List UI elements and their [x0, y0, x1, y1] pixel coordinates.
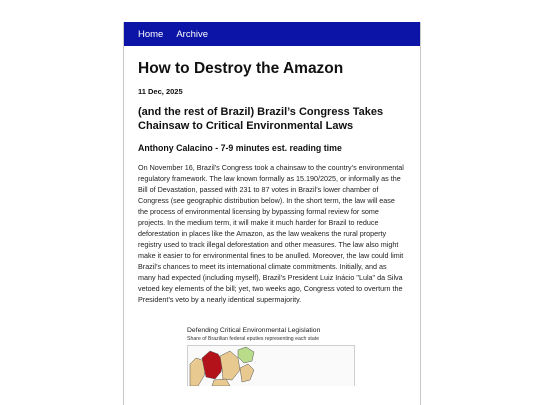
nav-archive-link[interactable]: Archive — [176, 28, 209, 40]
brazil-map-container — [187, 345, 355, 386]
article — [124, 60, 420, 386]
map-state-dark-red — [202, 351, 223, 379]
nav-home-link[interactable]: Home — [138, 28, 164, 40]
article-subtitle: (and the rest of Brazil) Brazil’s Congress Takes Chainsaw to Critical Environmental Laws — [138, 106, 384, 132]
figure-subtitle: Share of Brazilian federal eputies representing each state — [187, 336, 320, 342]
article-date: 11 Dec, 2025 — [138, 87, 183, 96]
article-author: Anthony Calacino - 7-9 minutes est. reading time — [138, 143, 342, 153]
map-state-tan-east — [240, 364, 254, 382]
top-navbar — [124, 22, 420, 46]
brazil-state-map — [188, 346, 354, 386]
map-state-tan-north — [220, 351, 240, 380]
article-body: On November 16, Brazil’s Congress took a chainsaw to the country’s environmental regulatory framework. The law known formally as 15.190/2025, or informally as the Bill of Devastation, passed with 231 to 87 votes in Brazil’s lower chamber of Congress (see geographic distribution below). In the short term, the law will ease the process of environmental licensing by bypassing formal review for some projects. In the medium term, it will make it much harder for Brazil to reduce deforestation in places like the Amazon, as the law weakens the rural property registry used to track illegal deforestation and other measures. The law also might make it easier to for environmental fines to be anulled. Moreover, the law could limit Brazil’s chances to meet its international climate commitments. Initially, and as many had expected (including myself), Brazil’s President Luiz Inácio "Lula" da Silva vetoed key elements of the bill; yet, two weeks ago, Congress voted to overturn the President’s veto by a nearly identical supermajority. — [138, 163, 404, 304]
figure-title: Defending Critical Environmental Legislation — [187, 327, 321, 334]
page-frame — [123, 22, 421, 405]
article-title: How to Destroy the Amazon — [138, 60, 344, 77]
map-state-light-green — [238, 347, 254, 363]
map-figure — [138, 327, 406, 386]
map-state-tan-south — [212, 379, 230, 386]
